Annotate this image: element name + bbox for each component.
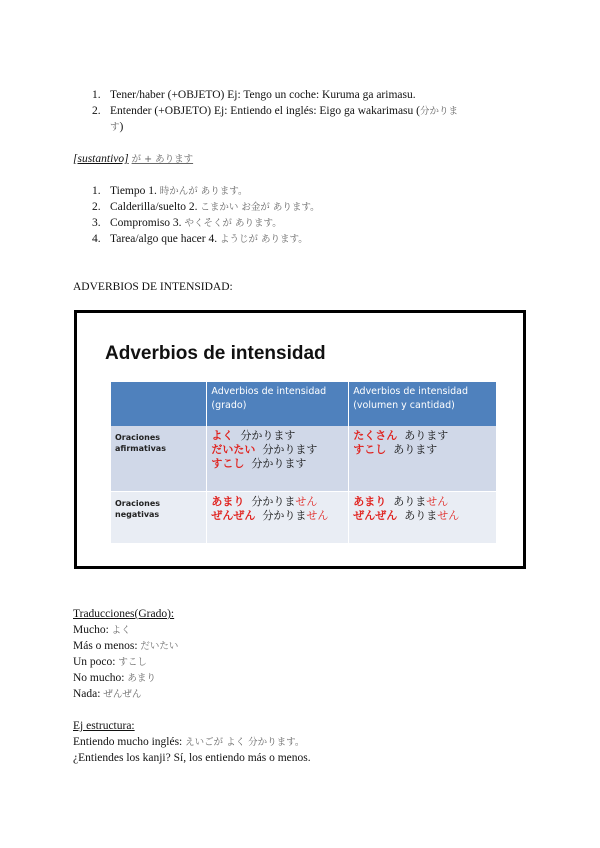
row-label-negativas: Oraciones negativas bbox=[111, 492, 207, 544]
table-header-empty bbox=[111, 382, 207, 426]
sustantivo-structure bbox=[73, 151, 193, 168]
negation: せん bbox=[295, 495, 318, 508]
traduccion-item bbox=[73, 686, 141, 703]
table-row-afirmativas bbox=[111, 426, 497, 492]
verb: 分かります bbox=[251, 457, 307, 470]
table-line bbox=[211, 495, 344, 509]
table-row-negativas bbox=[111, 492, 497, 544]
negation: せん bbox=[437, 509, 460, 522]
list2-item-2 bbox=[92, 199, 320, 216]
list-number: 1. bbox=[92, 185, 101, 197]
list-text-cont: ) bbox=[119, 121, 124, 133]
table-line bbox=[353, 495, 492, 509]
list1-item-2 bbox=[92, 103, 458, 120]
figure-title: Adverbios de intensidad bbox=[105, 343, 326, 364]
list2-item-4 bbox=[92, 231, 308, 248]
traduccion-jp: ぜんぜん bbox=[103, 689, 142, 700]
table-line bbox=[353, 429, 492, 443]
negation: せん bbox=[306, 509, 329, 522]
adverb: だいたい bbox=[211, 443, 256, 456]
negation: せん bbox=[426, 495, 449, 508]
table-header-volumen: Adverbios de intensidad (volumen y cantidad) bbox=[349, 382, 497, 426]
table-line bbox=[353, 509, 492, 523]
estructura-jp: えいごが よく 分かります。 bbox=[185, 737, 305, 748]
list-number: 3. bbox=[92, 217, 101, 229]
list-japanese: やくそくが あります。 bbox=[184, 218, 282, 229]
adverb: あまり bbox=[353, 495, 387, 508]
list-number: 4. bbox=[92, 233, 101, 245]
traduccion-item bbox=[73, 670, 156, 687]
adverb: すこし bbox=[353, 443, 387, 456]
list-japanese: 時かんが あります。 bbox=[159, 186, 248, 197]
list-japanese: こまかい お金が あります。 bbox=[200, 202, 320, 213]
verb: あります bbox=[393, 443, 438, 456]
verb: 分かりま bbox=[262, 509, 307, 522]
traduccion-jp: あまり bbox=[127, 673, 156, 684]
list-number: 2. bbox=[92, 105, 101, 117]
list-text: Tiempo 1. bbox=[110, 185, 160, 197]
list-japanese: ようじが あります。 bbox=[219, 234, 308, 245]
traduccion-jp: だいたい bbox=[140, 641, 179, 652]
list-japanese-cont: す bbox=[110, 122, 120, 133]
traduccion-item bbox=[73, 638, 178, 655]
adverb: あまり bbox=[211, 495, 245, 508]
cell-afirmativas-grado bbox=[207, 426, 349, 492]
verb: 分かります bbox=[240, 429, 296, 442]
estructura-es: Entiendo mucho inglés: bbox=[73, 736, 186, 748]
adverb: すこし bbox=[211, 457, 245, 470]
list-text: Entender (+OBJETO) Ej: Entiendo el inglés: Eigo ga wakarimasu ( bbox=[110, 105, 420, 117]
list-number: 2. bbox=[92, 201, 101, 213]
traduccion-es: Nada: bbox=[73, 688, 104, 700]
estructura-heading: Ej estructura: bbox=[73, 720, 135, 732]
traduccion-es: No mucho: bbox=[73, 672, 128, 684]
table-line bbox=[211, 457, 344, 471]
estructura-line-2: ¿Entiendes los kanji? Sí, los entiendo más o menos. bbox=[73, 752, 311, 764]
verb: あります bbox=[404, 429, 449, 442]
adverbios-figure bbox=[74, 310, 526, 569]
estructura-line-1 bbox=[73, 734, 304, 751]
sustantivo-japanese: が + あります bbox=[131, 154, 194, 165]
table-line bbox=[353, 443, 492, 457]
section-heading: ADVERBIOS DE INTENSIDAD: bbox=[73, 281, 233, 293]
cell-negativas-volumen bbox=[349, 492, 497, 544]
list-text: Tener/haber (+OBJETO) Ej: Tengo un coche: Kuruma ga arimasu. bbox=[110, 89, 416, 101]
table-header-grado: Adverbios de intensidad (grado) bbox=[207, 382, 349, 426]
adverb: たくさん bbox=[353, 429, 398, 442]
traduccion-es: Un poco: bbox=[73, 656, 119, 668]
verb: ありま bbox=[404, 509, 438, 522]
traduccion-jp: すこし bbox=[118, 657, 147, 668]
list1-item-1 bbox=[92, 87, 416, 103]
table-line bbox=[211, 429, 344, 443]
traduccion-es: Más o menos: bbox=[73, 640, 141, 652]
cell-afirmativas-volumen bbox=[349, 426, 497, 492]
list2-item-1 bbox=[92, 183, 248, 200]
adverbios-table bbox=[111, 382, 497, 543]
traduccion-jp: よく bbox=[111, 625, 131, 636]
adverb: ぜんぜん bbox=[353, 509, 398, 522]
list-text: Compromiso 3. bbox=[110, 217, 185, 229]
traducciones-heading: Traducciones(Grado): bbox=[73, 608, 175, 620]
verb: ありま bbox=[393, 495, 427, 508]
list-text: Calderilla/suelto 2. bbox=[110, 201, 201, 213]
sustantivo-label: [sustantivo] bbox=[73, 153, 129, 165]
traduccion-item bbox=[73, 622, 131, 639]
verb: 分かりま bbox=[251, 495, 296, 508]
cell-negativas-grado bbox=[207, 492, 349, 544]
list-japanese: 分かりま bbox=[420, 106, 459, 117]
adverb: よく bbox=[211, 429, 234, 442]
table-header-row bbox=[111, 382, 497, 426]
list-number: 1. bbox=[92, 89, 101, 101]
traduccion-item bbox=[73, 654, 147, 671]
adverb: ぜんぜん bbox=[211, 509, 256, 522]
list1-item-2-continuation bbox=[110, 119, 123, 136]
traduccion-es: Mucho: bbox=[73, 624, 112, 636]
verb: 分かります bbox=[262, 443, 318, 456]
list2-item-3 bbox=[92, 215, 282, 232]
table-line bbox=[211, 443, 344, 457]
row-label-afirmativas: Oraciones afirmativas bbox=[111, 426, 207, 492]
list-text: Tarea/algo que hacer 4. bbox=[110, 233, 220, 245]
table-line bbox=[211, 509, 344, 523]
